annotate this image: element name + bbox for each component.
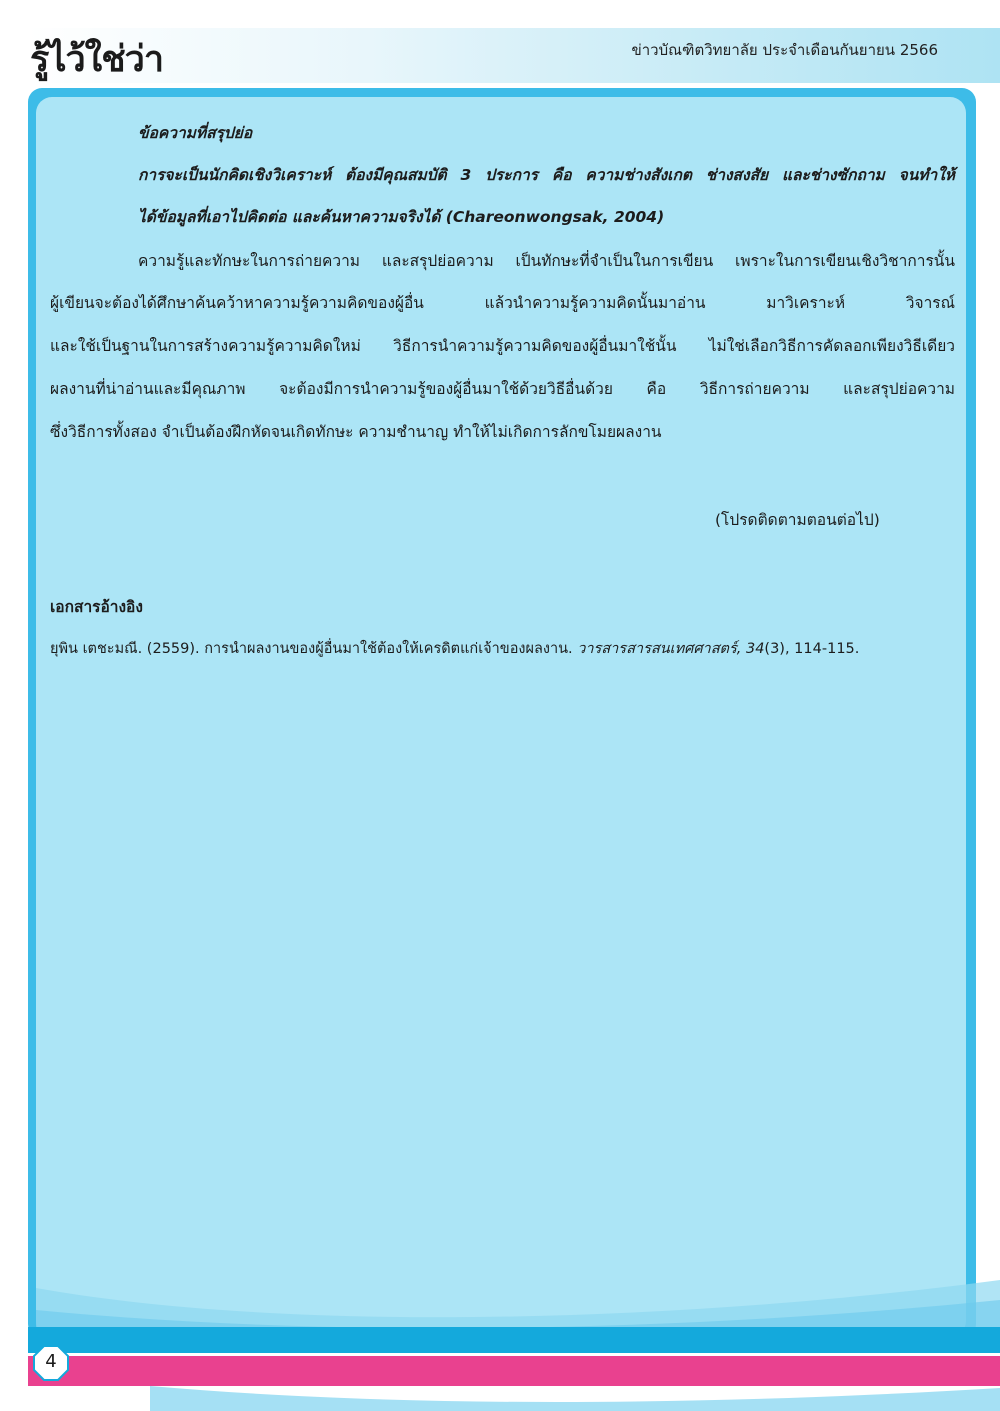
issue-label: ข่าวบัณฑิตวิทยาลัย ประจำเดือนกันยายน 2566 <box>631 41 938 59</box>
body-line-3: และใช้เป็นฐานในการสร้างความรู้ความคิดใหม่ วิธีการนำความรู้ความคิดของผู้อื่นมาใช้นั้น ไม่ใช่เลือกวิธีการคัดลอกเพียงวิธีเดียว <box>50 337 955 355</box>
summary-line-2: ได้ข้อมูลที่เอาไปคิดต่อ และค้นหาความจริงได้ (Chareonwongsak, 2004) <box>138 208 665 226</box>
reference-authors-title: ยุพิน เตชะมณี. (2559). การนำผลงานของผู้อื่นมาใช้ต้องให้เครดิตแก่เจ้าของผลงาน. <box>50 641 578 657</box>
content-panel <box>36 97 966 1337</box>
footer-blue-strip <box>28 1327 1000 1353</box>
brand-title: รู้ไว้ใช่ว่า <box>30 39 164 80</box>
references-heading: เอกสารอ้างอิง <box>50 598 143 616</box>
reference-issue-pages: (3), 114-115. <box>764 641 860 657</box>
body-line-2: ผู้เขียนจะต้องได้ศึกษาค้นคว้าหาความรู้ความคิดของผู้อื่น แล้วนำความรู้ความคิดนั้นมาอ่าน มาวิเคราะห์ วิจารณ์ <box>50 294 955 312</box>
summary-label: ข้อความที่สรุปย่อ <box>138 124 253 142</box>
continued-note: (โปรดติดตามตอนต่อไป) <box>715 511 880 529</box>
page-number: 4 <box>45 1351 57 1372</box>
bottom-decorative-wave <box>0 1380 1000 1411</box>
reference-entry <box>50 637 859 660</box>
body-line-4: ผลงานที่น่าอ่านและมีคุณภาพ จะต้องมีการนำความรู้ของผู้อื่นมาใช้ด้วยวิธีอื่นด้วย คือ วิธีการถ่ายความ และสรุปย่อความ <box>50 380 955 398</box>
reference-journal: วารสารสารสนเทศศาสตร์, 34 <box>577 641 765 657</box>
body-line-5: ซึ่งวิธีการทั้งสอง จำเป็นต้องฝึกหัดจนเกิดทักษะ ความชำนาญ ทำให้ไม่เกิดการลักขโมยผลงาน <box>50 423 662 441</box>
body-line-1: ความรู้และทักษะในการถ่ายความ และสรุปย่อความ เป็นทักษะที่จำเป็นในการเขียน เพราะในการเขียนเชิงวิชาการนั้น <box>138 252 955 270</box>
summary-line-1: การจะเป็นนักคิดเชิงวิเคราะห์ ต้องมีคุณสมบัติ 3 ประการ คือ ความช่างสังเกต ช่างสงสัย และช่างซักถาม จนทำให้ <box>138 166 955 184</box>
